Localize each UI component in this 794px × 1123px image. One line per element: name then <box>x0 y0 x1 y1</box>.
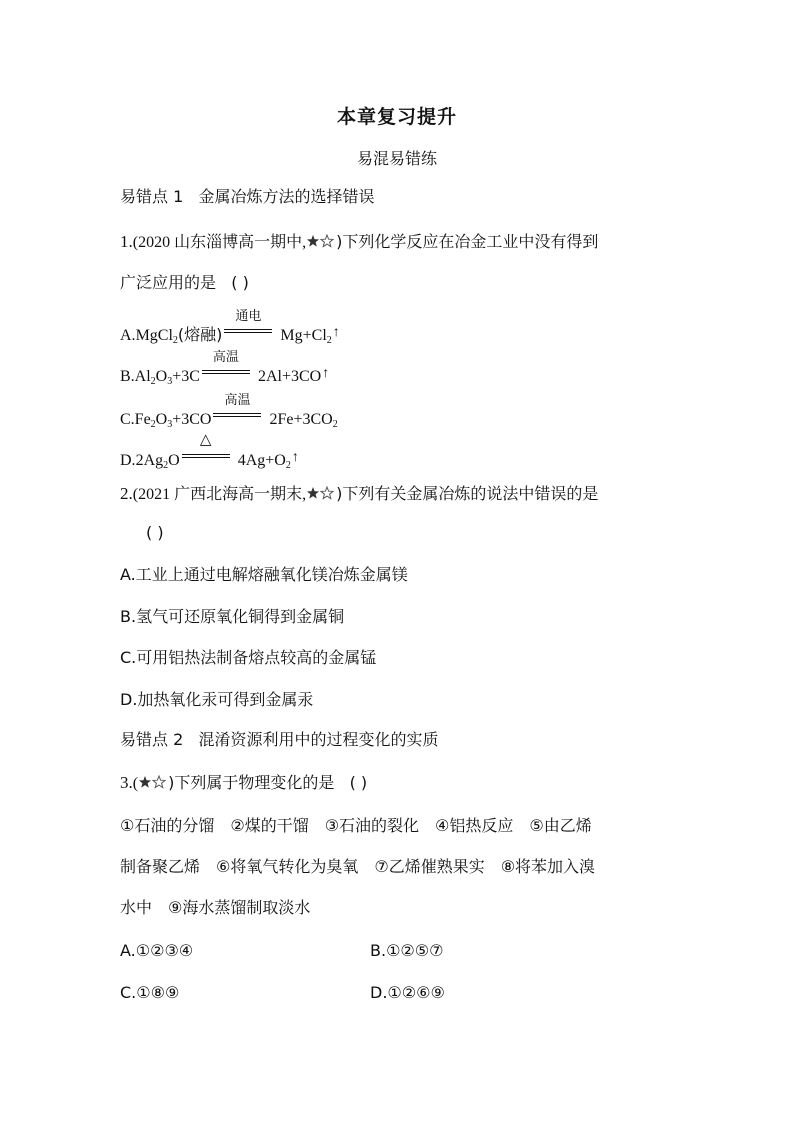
gas-arrow-icon: ↑ <box>291 450 299 465</box>
question-stem: )下列属于物理变化的是 <box>168 773 335 792</box>
question-3-items-line1: ①石油的分馏 ②煤的干馏 ③石油的裂化 ④铝热反应 ⑤由乙烯 <box>120 816 592 835</box>
reaction-condition: 通电 <box>224 320 272 342</box>
question-2-option-b[interactable]: B.氢气可还原氧化铜得到金属铜 <box>120 607 345 626</box>
section-heading-2 <box>120 729 439 751</box>
question-3-option-d[interactable]: D.①②⑥⑨ <box>370 983 445 1002</box>
section-heading-1 <box>120 186 375 208</box>
question-2-stem <box>120 483 598 506</box>
two-star-difficulty-icon <box>306 234 336 248</box>
two-star-difficulty-icon <box>138 775 168 789</box>
page-title: 本章复习提升 <box>336 106 457 128</box>
question-3-items-line2: 制备聚乙烯 ⑥将氧气转化为臭氧 ⑦乙烯催熟果实 ⑧将苯加入溴 <box>120 857 596 876</box>
page-subtitle: 易混易错练 <box>356 149 437 168</box>
question-source: (2021 广西北海高一期末, <box>132 486 307 503</box>
answer-blank: ( ) <box>349 773 368 792</box>
question-3-items-line3: 水中 ⑨海水蒸馏制取淡水 <box>120 898 311 917</box>
question-2-option-d[interactable]: D.加热氧化汞可得到金属汞 <box>120 690 314 709</box>
answer-blank: ( ) <box>146 523 164 542</box>
heat-triangle-icon: △ <box>199 430 212 448</box>
question-number: 3. <box>120 773 133 792</box>
question-3-stem: 3.( )下列属于物理变化的是 ( ) <box>120 773 368 792</box>
question-1-option-a[interactable]: A.MgCl$_2$(熔融) 通电 $Mg+Cl_2↑$ <box>120 309 340 346</box>
question-number: 1. <box>120 232 133 251</box>
reaction-condition: 高温 <box>202 361 250 383</box>
question-3-option-b[interactable]: B.①②⑤⑦ <box>370 941 444 960</box>
question-source: (2020 山东淄博高一期中, <box>132 234 307 251</box>
section-text: 金属冶炼方法的选择错误 <box>198 187 375 206</box>
section-text: 混淆资源利用中的过程变化的实质 <box>198 730 439 749</box>
gas-arrow-icon: ↑ <box>322 366 330 381</box>
reaction-condition: 高温 <box>213 404 261 426</box>
question-3-option-a[interactable]: A.①②③④ <box>120 941 194 960</box>
question-1-option-b[interactable]: $B.Al_2O_3+3C$ 高温 2Al+3CO↑ <box>120 350 330 387</box>
gas-arrow-icon: ↑ <box>332 325 340 340</box>
question-1-option-d[interactable]: $D.2Ag_2O$ △ $4Ag+O_2↑$ <box>120 430 299 471</box>
answer-blank: ( ) <box>231 273 249 292</box>
question-2-option-a[interactable]: A.工业上通过电解熔融氧化镁冶炼金属镁 <box>120 565 408 584</box>
question-stem: )下列有关金属冶炼的说法中错误的是 <box>336 484 599 503</box>
question-2-option-c[interactable]: C.可用铝热法制备熔点较高的金属锰 <box>120 648 377 667</box>
question-number: 2. <box>120 484 133 503</box>
reaction-condition <box>182 430 230 467</box>
question-1-stem-line2: 广泛应用的是 ( ) <box>120 273 249 292</box>
section-label: 易错点 1 <box>120 187 184 206</box>
question-stem: )下列化学反应在冶金工业中没有得到 <box>336 232 599 251</box>
two-star-difficulty-icon <box>306 486 336 500</box>
section-label: 易错点 2 <box>120 730 184 749</box>
question-1-option-c[interactable]: $C.Fe_2O_3+3CO$ 高温 $2Fe+3CO_2$ <box>120 393 338 430</box>
question-3-option-c[interactable]: C.①⑧⑨ <box>120 983 180 1002</box>
question-1-stem <box>120 231 598 254</box>
